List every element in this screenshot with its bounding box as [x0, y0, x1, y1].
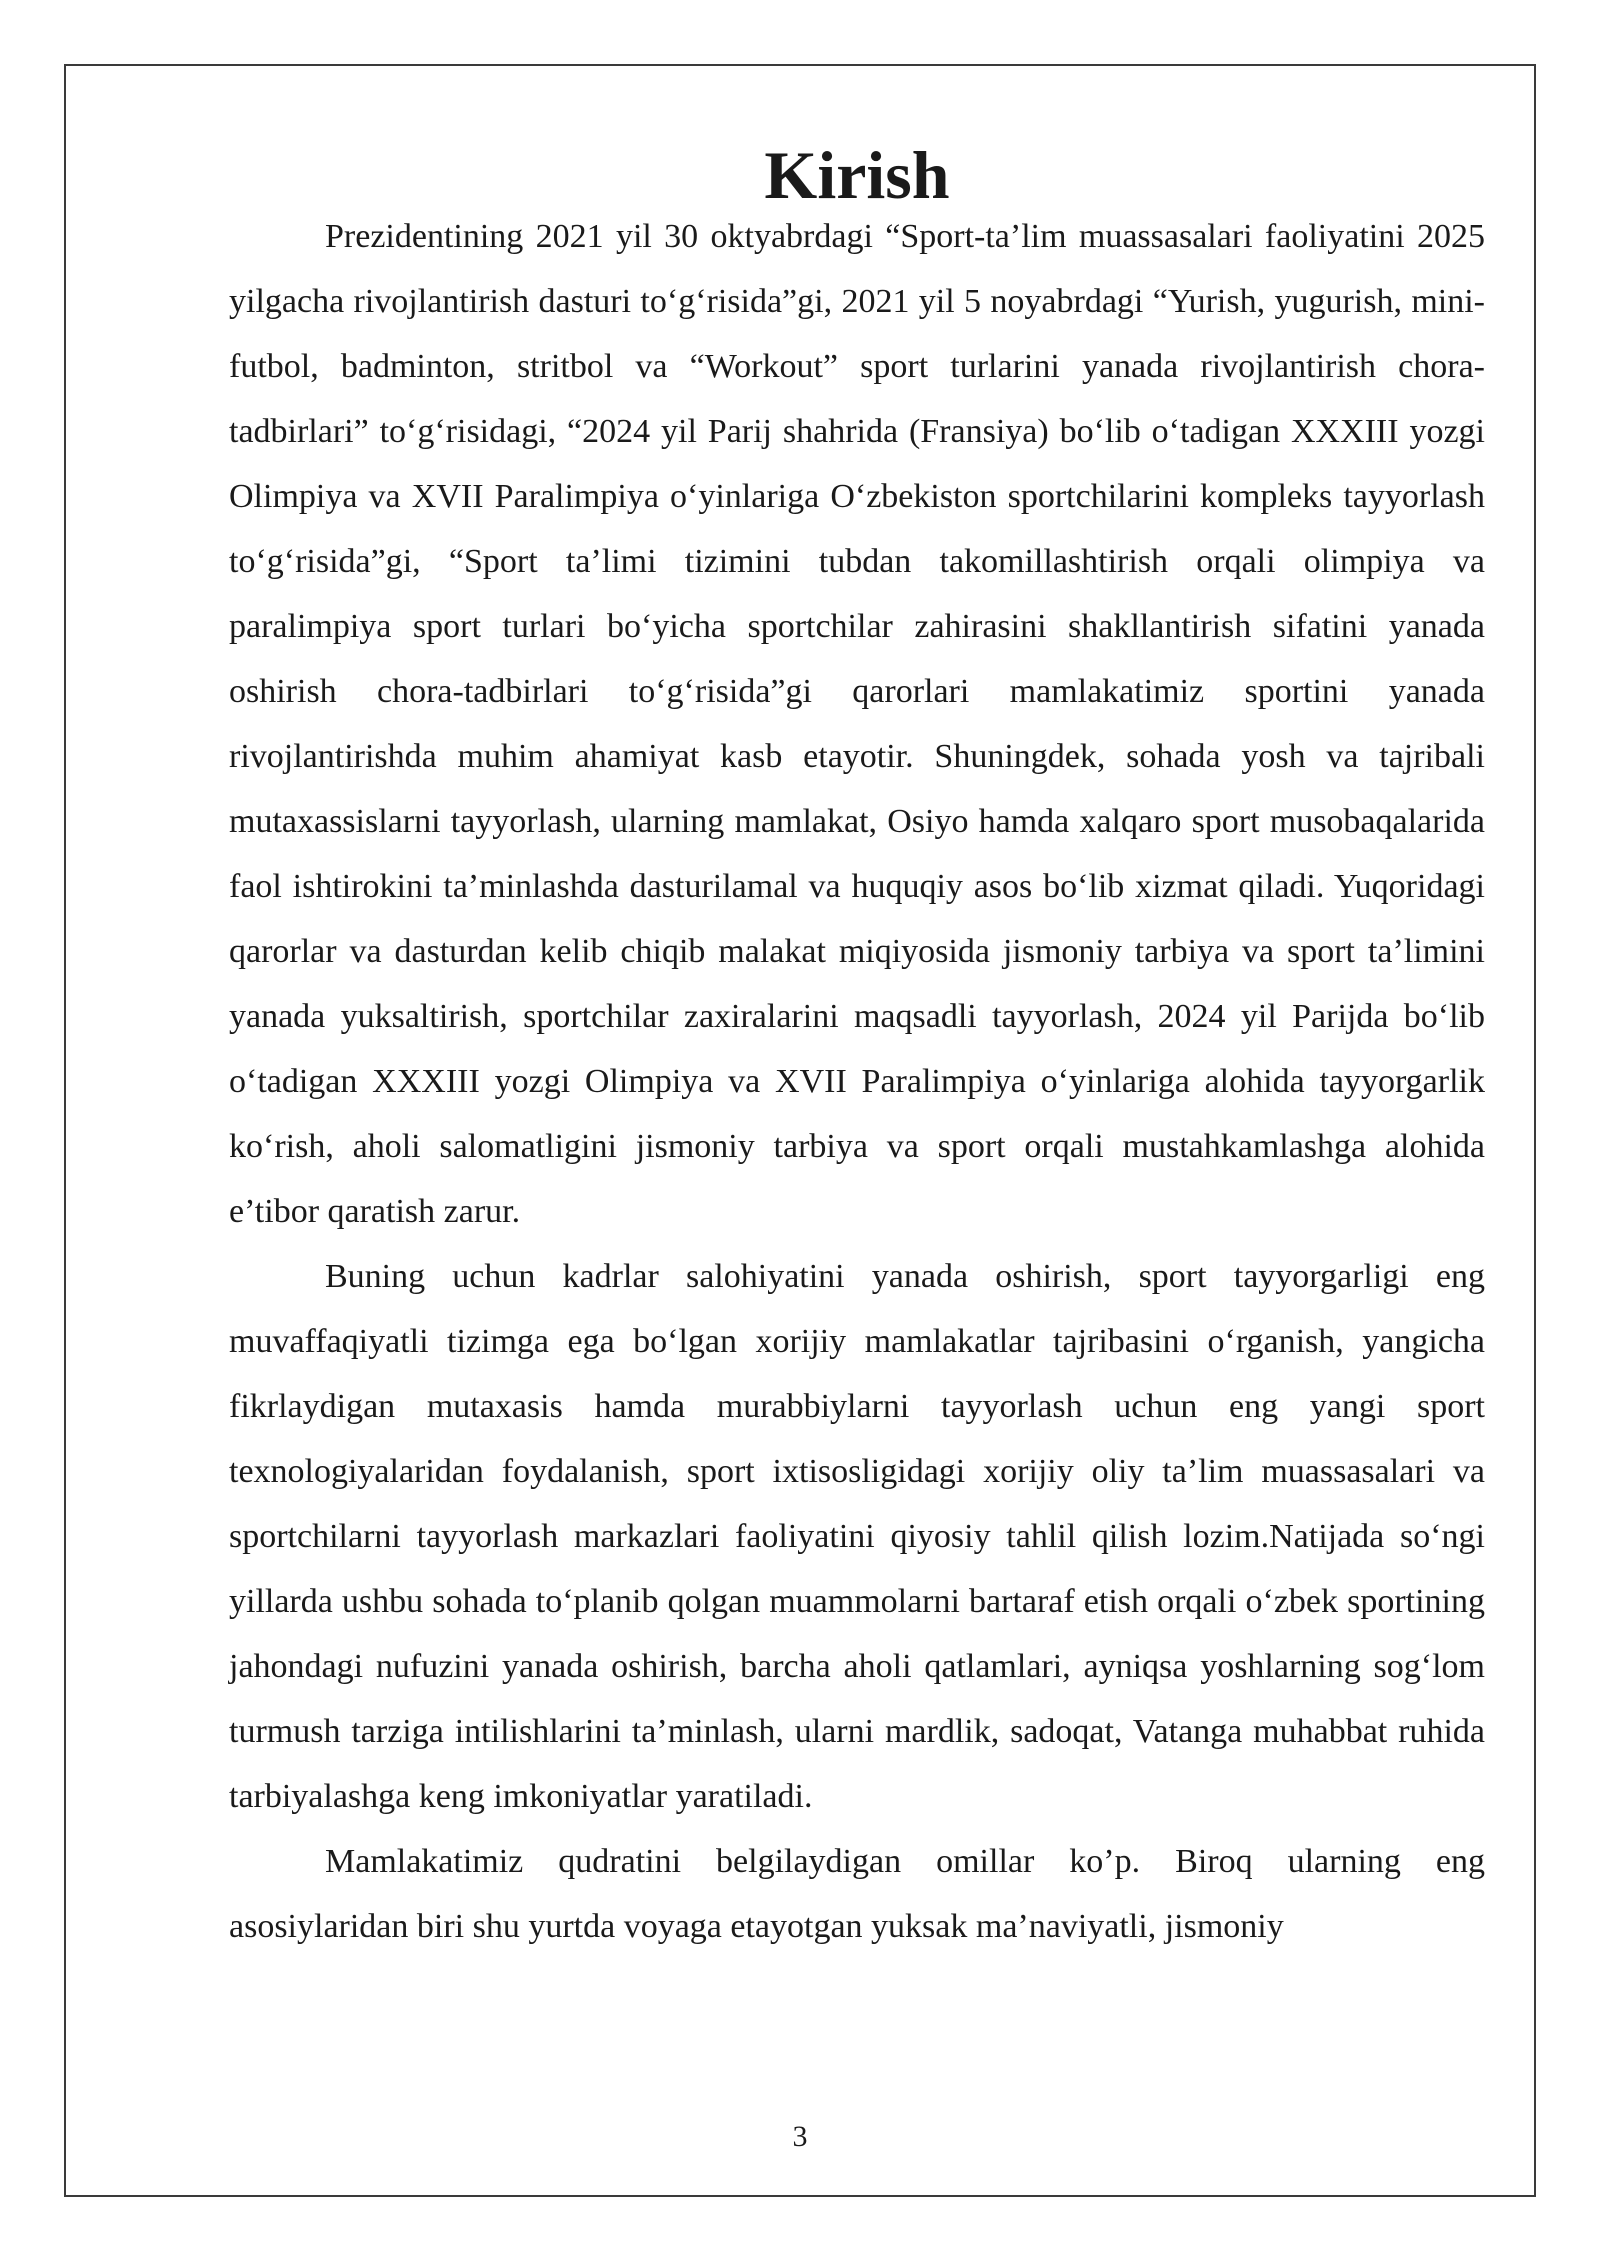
paragraph-1: Prezidentining 2021 yil 30 oktyabrdagi “Sport-ta’lim muassasalari faoliyatini 2025 yilgacha rivojlantirish dasturi to‘g‘risida”gi, 2021 yil 5 noyabrdagi “Yurish, yugurish, mini-futbol, badminton, stritbol va “Workout” sport turlarini yanada rivojlantirish chora-tadbirlari” to‘g‘risidagi, “2024 yil Parij shahrida (Fransiya) bo‘lib o‘tadigan XXXIII yozgi Olimpiya va XVII Paralimpiya o‘yinlariga O‘zbekiston sportchilarini kompleks tayyorlash to‘g‘risida”gi, “Sport ta’limi tizimini tubdan takomillashtirish orqali olimpiya va paralimpiya sport turlari bo‘yicha sportchilar zahirasini shakllantirish sifatini yanada oshirish chora-tadbirlari to‘g‘risida”gi qarorlari mamlakatimiz sportini yanada rivojlantirishda muhim ahamiyat kasb etayotir. Shuningdek, sohada yosh va tajribali mutaxassislarni tayyorlash, ularning mamlakat, Osiyo hamda xalqaro sport musobaqalarida faol ishtirokini ta’minlashda dasturilamal va huquqiy asos bo‘lib xizmat qiladi. Yuqoridagi qarorlar va dasturdan kelib chiqib malakat miqiyosida jismoniy tarbiya va sport ta’limini yanada yuksaltirish, sportchilar zaxiralarini maqsadli tayyorlash, 2024 yil Parijda bo‘lib o‘tadigan XXXIII yozgi Olimpiya va XVII Paralimpiya o‘yinlariga alohida tayyorgarlik ko‘rish, aholi salomatligini jismoniy tarbiya va sport orqali mustahkamlashga alohida e’tibor qaratish zarur. — [229, 218, 1485, 1230]
paragraph-3: Mamlakatimiz qudratini belgilaydigan omillar ko’p. Biroq ularning eng asosiylaridan biri shu yurtda voyaga etayotgan yuksak ma’naviyatli, jismoniy — [229, 1843, 1485, 1945]
page-number: 3 — [792, 2120, 808, 2153]
document-body — [229, 137, 1485, 1959]
document-title: Kirish — [764, 137, 950, 213]
paragraph-2: Buning uchun kadrlar salohiyatini yanada oshirish, sport tayyorgarligi eng muvaffaqiyatli tizimga ega bo‘lgan xorijiy mamlakatlar tajribasini o‘rganish, yangicha fikrlaydigan mutaxasis hamda murabbiylarni tayyorlash uchun eng yangi sport texnologiyalaridan foydalanish, sport ixtisosligidagi xorijiy oliy ta’lim muassasalari va sportchilarni tayyorlash markazlari faoliyatini qiyosiy tahlil qilish lozim.Natijada so‘ngi yillarda ushbu sohada to‘planib qolgan muammolarni bartaraf etish orqali o‘zbek sportining jahondagi nufuzini yanada oshirish, barcha aholi qatlamlari, ayniqsa yoshlarning sog‘lom turmush tarziga intilishlarini ta’minlash, ularni mardlik, sadoqat, Vatanga muhabbat ruhida tarbiyalashga keng imkoniyatlar yaratiladi. — [229, 1258, 1485, 1815]
